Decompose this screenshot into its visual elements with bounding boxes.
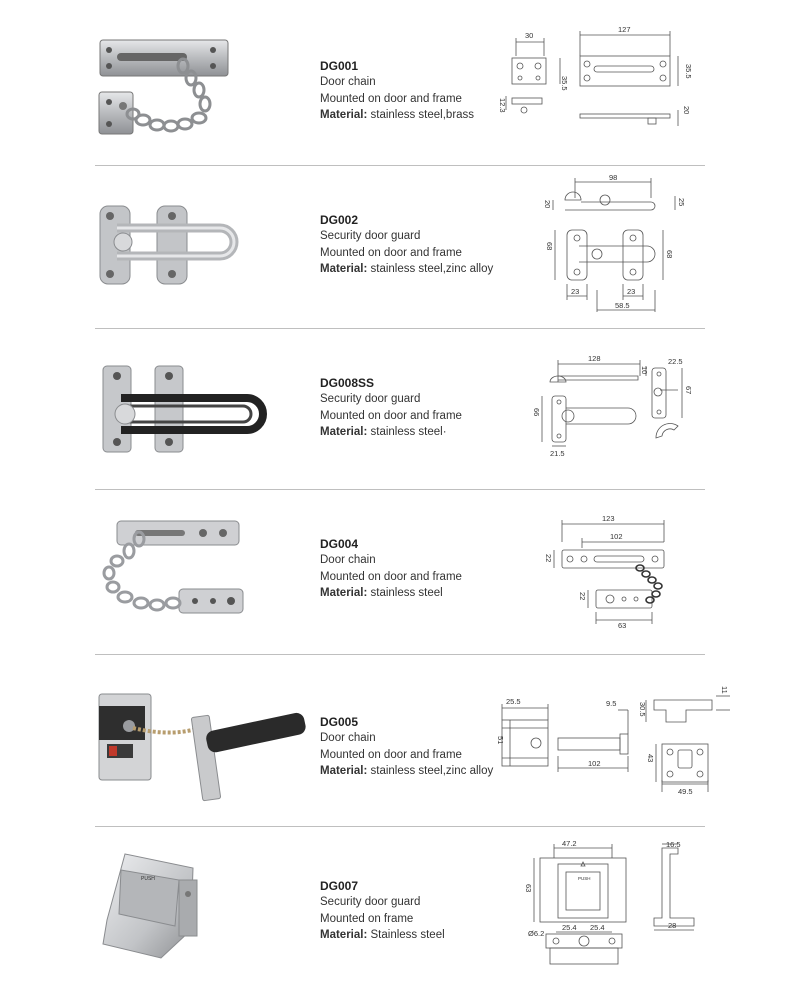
- dim-text: 102: [610, 532, 623, 541]
- dim-text: 47.2: [562, 839, 577, 848]
- product-material: [320, 424, 462, 440]
- dim-text: 43: [646, 754, 655, 763]
- dg001-info: [320, 58, 474, 123]
- product-material: [320, 585, 462, 601]
- dg001-photo: [95, 28, 235, 148]
- product-mounting: Mounted on door and frame: [320, 92, 462, 105]
- dg007-drawing: [520, 836, 720, 976]
- push-label: PUSH: [141, 876, 155, 882]
- product-mounting: Mounted on frame: [320, 912, 414, 925]
- dim-text: 20: [682, 106, 691, 115]
- product-material: [320, 261, 493, 277]
- dg002-photo: [95, 198, 240, 293]
- dg001-drawing: [498, 26, 708, 136]
- dim-text: 30.5: [638, 702, 647, 717]
- dim-text: 11: [720, 686, 729, 694]
- dim-text: 58.5: [615, 301, 630, 310]
- row-divider: [95, 328, 705, 329]
- product-material: [320, 763, 493, 779]
- dim-text: 102: [588, 759, 601, 768]
- product-code: DG005: [320, 715, 359, 729]
- dg007-photo: [95, 850, 220, 962]
- dg004-info: [320, 536, 462, 601]
- dim-text: 16.5: [666, 840, 681, 849]
- product-mounting: Mounted on door and frame: [320, 409, 462, 422]
- product-mounting: Mounted on door and frame: [320, 570, 462, 583]
- product-code: DG002: [320, 213, 359, 227]
- dim-text: 66: [532, 408, 541, 417]
- dg002-drawing: [535, 172, 695, 317]
- dim-text: 35.5: [684, 64, 693, 79]
- product-type: Security door guard: [320, 896, 421, 909]
- material-value: stainless steel,zinc alloy: [370, 262, 494, 275]
- dim-text: 30: [525, 31, 534, 40]
- dim-text: 10: [640, 366, 649, 375]
- dim-text: 12.3: [498, 98, 507, 113]
- dg005-drawing: [496, 680, 736, 800]
- product-mounting: Mounted on door and frame: [320, 246, 462, 259]
- dg008ss-info: [320, 375, 462, 440]
- dg008ss-drawing: [530, 352, 705, 462]
- product-type: Door chain: [320, 76, 376, 89]
- dim-text: 28: [668, 921, 677, 930]
- dim-text: Ø6.2: [528, 929, 545, 938]
- dim-text: 35.5: [560, 76, 569, 91]
- dim-text: 49.5: [678, 787, 693, 796]
- dim-text: 127: [618, 26, 631, 34]
- row-divider: [95, 654, 705, 655]
- material-label: Material:: [320, 764, 368, 777]
- row-divider: [95, 826, 705, 827]
- dg005-photo: [95, 688, 315, 803]
- dim-text: 123: [602, 514, 615, 523]
- dg004-drawing: [540, 512, 670, 630]
- product-code: DG004: [320, 537, 359, 551]
- product-type: Door chain: [320, 554, 376, 567]
- dim-text: 25.5: [506, 697, 521, 706]
- dim-text: 51: [496, 736, 505, 745]
- dim-text: 23: [571, 287, 580, 296]
- dim-text: 25.4: [590, 923, 605, 932]
- dim-text: 20: [543, 200, 552, 209]
- dg004-photo: [95, 515, 245, 620]
- dim-text: 68: [665, 250, 674, 259]
- dim-text: 21.5: [550, 449, 565, 458]
- dim-text: 25.4: [562, 923, 577, 932]
- material-value: stainless steel,brass: [370, 108, 475, 121]
- material-label: Material:: [320, 586, 368, 599]
- product-code: DG007: [320, 879, 359, 893]
- dim-text: 23: [627, 287, 636, 296]
- product-material: [320, 107, 474, 123]
- dim-text: 22: [578, 592, 587, 601]
- dg007-info: [320, 878, 445, 943]
- product-type: Security door guard: [320, 230, 421, 243]
- material-value: stainless steel·: [370, 425, 447, 438]
- dim-text: 22: [544, 554, 553, 563]
- material-value: Stainless steel: [370, 928, 445, 941]
- material-label: Material:: [320, 108, 368, 121]
- dim-text: 22.5: [668, 357, 683, 366]
- push-label: PUSH: [578, 876, 591, 881]
- dim-text: 98: [609, 173, 618, 182]
- dim-text: 63: [524, 884, 533, 893]
- dg002-info: [320, 212, 493, 277]
- product-mounting: Mounted on door and frame: [320, 748, 462, 761]
- dim-text: 67: [684, 386, 693, 395]
- dg008ss-photo: [95, 362, 270, 457]
- dim-text: 9.5: [606, 699, 617, 708]
- product-code: DG008SS: [320, 376, 375, 390]
- product-type: Door chain: [320, 732, 376, 745]
- row-divider: [95, 489, 705, 490]
- dim-text: 63: [618, 621, 627, 630]
- dim-text: 128: [588, 354, 601, 363]
- product-code: DG001: [320, 59, 359, 73]
- product-material: [320, 927, 445, 943]
- dim-text: 68: [545, 242, 554, 251]
- material-value: stainless steel,zinc alloy: [370, 764, 494, 777]
- material-value: stainless steel: [370, 586, 443, 599]
- dim-text: 25: [677, 198, 686, 207]
- material-label: Material:: [320, 928, 368, 941]
- product-type: Security door guard: [320, 393, 421, 406]
- dg005-info: [320, 714, 493, 779]
- material-label: Material:: [320, 262, 368, 275]
- material-label: Material:: [320, 425, 368, 438]
- row-divider: [95, 165, 705, 166]
